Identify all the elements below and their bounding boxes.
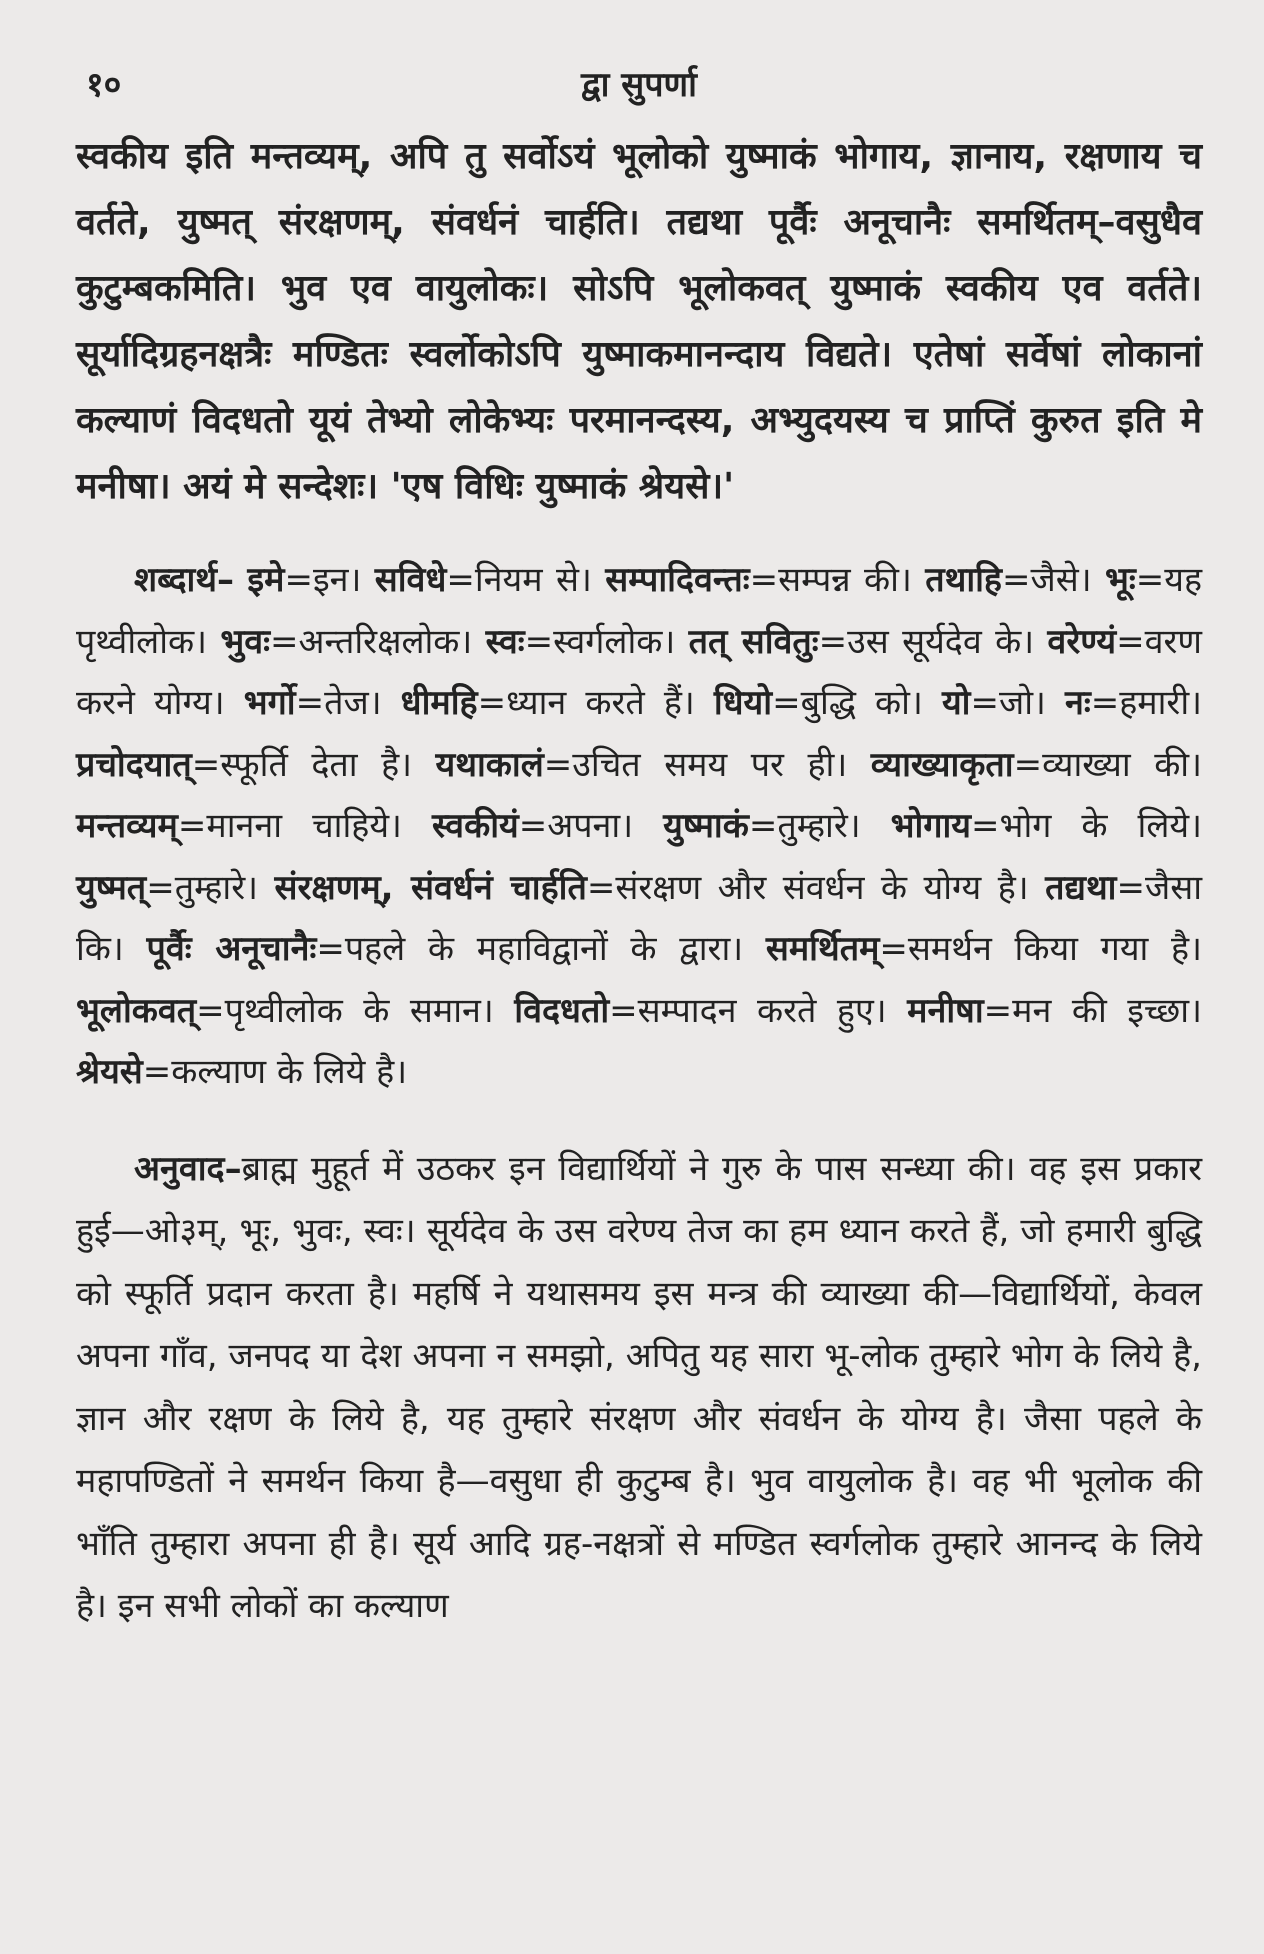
glossary-meaning: स्फूर्ति देता है। (220, 744, 413, 785)
glossary-term: इमे (247, 560, 285, 600)
glossary-term: धियो (713, 683, 773, 723)
glossary-term: युष्मत् (76, 867, 147, 908)
glossary-meaning: व्याख्या की। (1042, 744, 1202, 785)
glossary-meaning: तुम्हारे। (174, 867, 258, 908)
glossary-meaning: कल्याण के लिये है। (171, 1052, 408, 1092)
glossary-term: मन्तव्यम् (76, 806, 178, 846)
glossary-meaning: उचित समय पर ही। (572, 744, 848, 785)
glossary-meaning: अपना। (547, 806, 634, 846)
glossary-term: यथाकालं (435, 744, 544, 785)
glossary-term: सम्पादिवन्तः (605, 560, 750, 600)
glossary-term: धीमहि (400, 683, 478, 723)
glossary-term: व्याख्याकृता (870, 744, 1014, 785)
glossary-term: भूः (1104, 560, 1136, 600)
glossary-term: युष्माकं (663, 806, 749, 846)
glossary-meaning: सम्पादन करते हुए। (637, 990, 887, 1031)
glossary-meaning: नियम से। (474, 560, 592, 600)
glossary-term: समर्थितम् (765, 929, 880, 969)
glossary-heading: शब्दार्थ– (134, 560, 235, 600)
glossary-meaning: भोग के लिये। (999, 806, 1202, 846)
glossary-meaning: बुद्धि को। (800, 683, 923, 723)
glossary-meaning: जो। (998, 683, 1046, 723)
glossary-meaning: जैसे। (1030, 560, 1092, 600)
glossary-meaning: तेज। (324, 683, 382, 723)
glossary-term: तद्यथा (1045, 867, 1117, 908)
translation-heading: अनुवाद– (134, 1148, 242, 1189)
page-header (76, 60, 1202, 120)
glossary-meaning: मन की इच्छा। (1012, 990, 1202, 1031)
glossary-meaning: तुम्हारे। (777, 806, 861, 846)
glossary-term: विदधतो (514, 990, 610, 1031)
glossary-term: सविधे (374, 560, 447, 600)
glossary-term: मनीषा (907, 990, 984, 1031)
glossary-meaning: पृथ्वीलोक के समान। (224, 990, 494, 1031)
glossary-meaning: संरक्षण और संवर्धन के योग्य है। (615, 867, 1029, 908)
glossary-term: भूलोकवत् (76, 990, 197, 1031)
glossary-meaning: समर्थन किया गया है। (907, 929, 1202, 969)
translation-text: ब्राह्म मुहूर्त में उठकर इन विद्यार्थियों ने गुरु के पास सन्ध्या की। वह इस प्रकार हुई—ओ३म्, भूः, भुवः, स्वः। सूर्यदेव के उस वरेण्य तेज का हम ध्यान करते हैं, जो हमारी बुद्धि को स्फूर्ति प्रदान करता है। महर्षि ने यथासमय इस मन्त्र की व्याख्या की—विद्यार्थियों, केवल अपना गाँव, जनपद या देश अपना न समझो, अपितु यह सारा भू-लोक तुम्हारे भोग के लिये है, ज्ञान और रक्षण के लिये है, यह तुम्हारे संरक्षण और संवर्धन के योग्य है। जैसा पहले के महापण्डितों ने समर्थन किया है—वसुधा ही कुटुम्ब है। भुव वायुलोक है। वह भी भूलोक की भाँति तुम्हारा अपना ही है। सूर्य आदि ग्रह-नक्षत्रों से मण्डित स्वर्गलोक तुम्हारे आनन्द के लिये है। इन सभी लोकों का कल्याण (76, 1148, 1202, 1626)
glossary-meaning: अन्तरिक्षलोक। (298, 621, 473, 662)
glossary-term: यो (941, 683, 971, 723)
glossary-meaning: सम्पन्न की। (778, 560, 912, 600)
sanskrit-paragraph: स्वकीय इति मन्तव्यम्, अपि तु सर्वोऽयं भूलोको युष्माकं भोगाय, ज्ञानाय, रक्षणाय च वर्तते, युष्मत् संरक्षणम्, संवर्धनं चार्हति। तद्यथा पूर्वैः अनूचानैः समर्थितम्–वसुधैव कुटुम्बकमिति। भुव एव वायुलोकः। सोऽपि भूलोकवत् युष्माकं स्वकीय एव वर्तते। सूर्यादिग्रहनक्षत्रैः मण्डितः स्वर्लोकोऽपि युष्माकमानन्दाय विद्यते। एतेषां सर्वेषां लोकानां कल्याणं विदधतो यूयं तेभ्यो लोकेभ्यः परमानन्दस्य, अभ्युदयस्य च प्राप्तिं कुरुत इति मे मनीषा। अयं मे सन्देशः। 'एष विधिः युष्माकं श्रेयसे।' (76, 136, 1202, 507)
glossary-meaning: इन। (312, 560, 362, 600)
glossary-meaning: यह पृथ्वीलोक। (76, 560, 1203, 662)
glossary-term: तथाहि (925, 560, 1002, 600)
glossary-meaning: वरण करने योग्य। (76, 621, 1203, 723)
glossary-term: संरक्षणम्, संवर्धनं चार्हति (274, 867, 587, 908)
glossary-term: श्रेयसे (76, 1052, 143, 1092)
page-number: १० (86, 65, 122, 105)
glossary-meaning: पहले के महाविद्वानों के द्वारा। (344, 929, 744, 969)
glossary-term: स्वः (485, 621, 525, 662)
glossary-meaning: उस सूर्यदेव के। (847, 621, 1035, 662)
glossary-term: नः (1064, 683, 1091, 723)
translation-paragraph (76, 1138, 1202, 1638)
glossary-term: तत् सवितुः (688, 621, 819, 662)
glossary-term: भोगाय (890, 806, 972, 846)
glossary-term: स्वकीयं (431, 806, 519, 846)
glossary-term: पूर्वैः अनूचानैः (146, 929, 317, 969)
running-title: द्वा सुपर्णा (581, 65, 697, 105)
glossary-meaning: ध्यान करते हैं। (506, 683, 695, 723)
glossary-meaning: स्वर्गलोक। (553, 621, 676, 662)
glossary-meaning: जैसा कि। (76, 867, 1203, 969)
glossary-paragraph: शब्दार्थ– इमे=इन। सविधे=नियम से। सम्पादिवन्तः=सम्पन्न की। तथाहि=जैसे। भूः=यह पृथ्वीलोक। भुवः=अन्तरिक्षलोक। स्वः=स्वर्गलोक। तत् सवितुः=उस सूर्यदेव के। वरेण्यं=वरण करने योग्य। भर्गो=तेज। धीमहि=ध्यान करते हैं। धियो=बुद्धि को। यो=जो। नः=हमारी। प्रचोदयात्=स्फूर्ति देता है। यथाकालं=उचित समय पर ही। व्याख्याकृता=व्याख्या की। मन्तव्यम्=मानना चाहिये। स्वकीयं=अपना। युष्माकं=तुम्हारे। भोगाय=भोग के लिये। युष्मत्=तुम्हारे। संरक्षणम्, संवर्धनं चार्हति=संरक्षण और संवर्धन के योग्य है। तद्यथा=जैसा कि। पूर्वैः अनूचानैः=पहले के महाविद्वानों के द्वारा। समर्थितम्=समर्थन किया गया है। भूलोकवत्=पृथ्वीलोक के समान। विदधतो=सम्पादन करते हुए। मनीषा=मन की इच्छा। श्रेयसे=कल्याण के लिये है। (76, 560, 1203, 1092)
glossary-term: भर्गो (243, 683, 296, 723)
glossary-term: प्रचोदयात् (76, 744, 192, 785)
glossary-meaning: मानना चाहिये। (206, 806, 402, 846)
glossary-term: भुवः (220, 621, 271, 662)
glossary-meaning: हमारी। (1119, 683, 1203, 723)
glossary-term: वरेण्यं (1047, 621, 1117, 662)
